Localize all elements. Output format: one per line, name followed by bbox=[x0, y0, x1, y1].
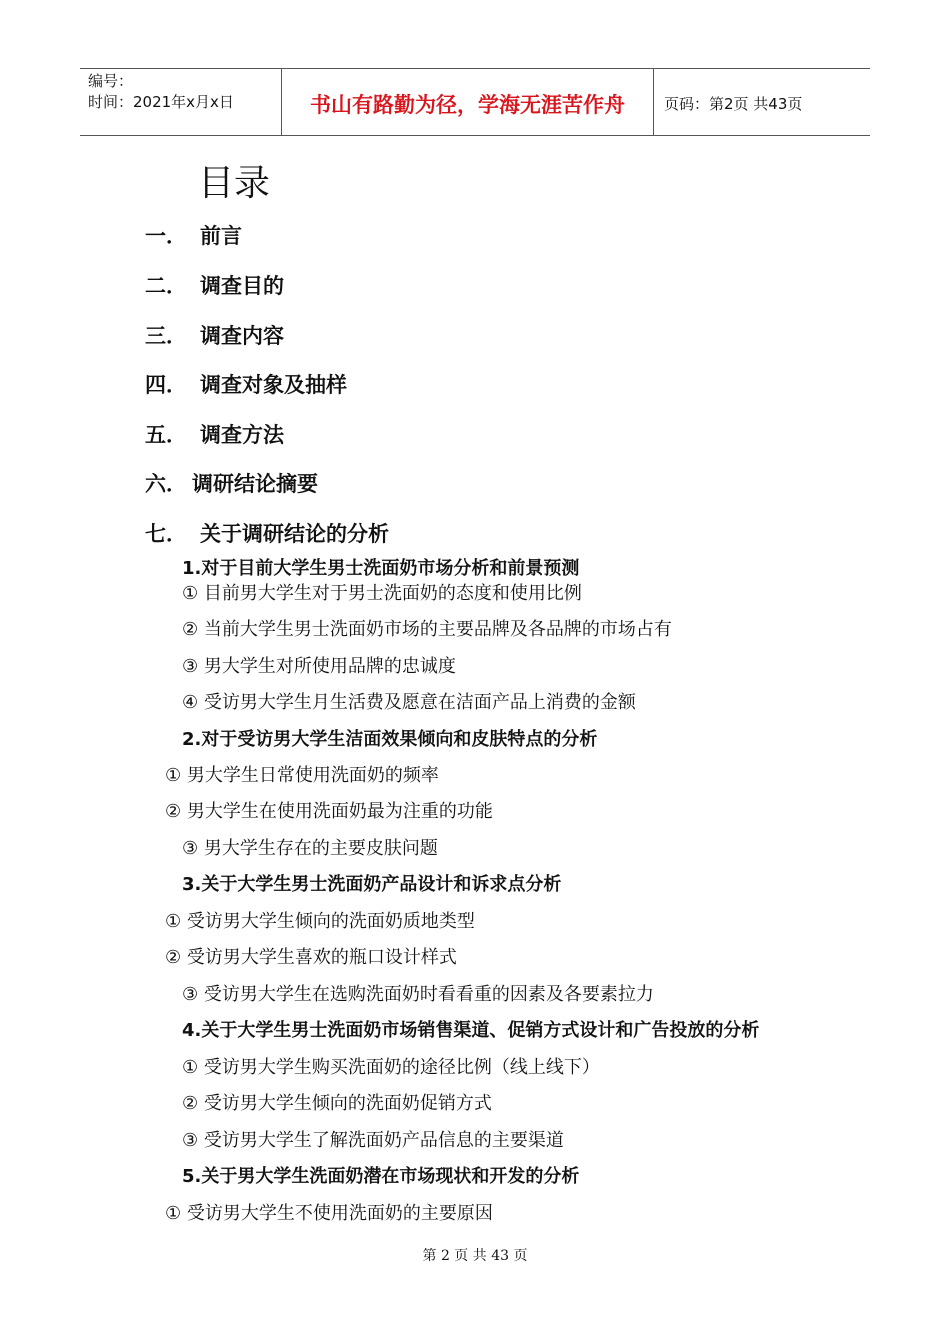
toc-section-number: 五． bbox=[145, 423, 187, 447]
toc-section-number: 二． bbox=[145, 274, 187, 298]
toc-subsection-title: 2.对于受访男大学生洁面效果倾向和皮肤特点的分析 bbox=[182, 729, 598, 750]
page-header bbox=[80, 68, 870, 136]
header-motto: 书山有路勤为径，学海无涯苦作舟 bbox=[282, 69, 654, 135]
toc-item: ① 男大学生日常使用洗面奶的频率 bbox=[165, 765, 439, 786]
toc-section-title: 调查方法 bbox=[200, 423, 284, 447]
toc-item: ② 男大学生在使用洗面奶最为注重的功能 bbox=[165, 801, 493, 822]
toc-section-number: 四． bbox=[145, 373, 187, 397]
toc-item: ③ 受访男大学生了解洗面奶产品信息的主要渠道 bbox=[182, 1130, 564, 1151]
toc-subsection-title: 1.对于目前大学生男士洗面奶市场分析和前景预测 bbox=[182, 558, 580, 579]
header-number-label: 编号： bbox=[88, 72, 134, 90]
page-footer: 第 2 页 共 43 页 bbox=[422, 1248, 528, 1264]
toc-section-number: 六． bbox=[145, 472, 187, 496]
toc-section-title: 调查目的 bbox=[200, 274, 284, 298]
toc-item: ① 受访男大学生倾向的洗面奶质地类型 bbox=[165, 911, 475, 932]
toc-section-number: 七． bbox=[145, 522, 187, 546]
toc-section-number: 三． bbox=[145, 324, 187, 348]
toc-section-number: 一． bbox=[145, 224, 187, 248]
toc-section-title: 关于调研结论的分析 bbox=[200, 522, 389, 546]
toc-section-title: 调查对象及抽样 bbox=[200, 373, 347, 397]
toc-item: ③ 受访男大学生在选购洗面奶时看看重的因素及各要素拉力 bbox=[182, 984, 654, 1005]
toc-item: ② 当前大学生男士洗面奶市场的主要品牌及各品牌的市场占有 bbox=[182, 619, 672, 640]
toc-item: ③ 男大学生对所使用品牌的忠诚度 bbox=[182, 656, 456, 677]
toc-item: ② 受访男大学生喜欢的瓶口设计样式 bbox=[165, 947, 457, 968]
toc-section-title: 前言 bbox=[200, 224, 242, 248]
header-time-label: 时间：2021年x月x日 bbox=[88, 93, 234, 111]
toc-item: ② 受访男大学生倾向的洗面奶促销方式 bbox=[182, 1093, 492, 1114]
header-meta-cell bbox=[80, 69, 282, 135]
toc-item: ① 受访男大学生购买洗面奶的途径比例（线上线下） bbox=[182, 1057, 600, 1078]
toc-item: ④ 受访男大学生月生活费及愿意在洁面产品上消费的金额 bbox=[182, 692, 636, 713]
toc-section-title: 调研结论摘要 bbox=[192, 472, 318, 496]
toc-subsection-title: 3.关于大学生男士洗面奶产品设计和诉求点分析 bbox=[182, 874, 562, 895]
toc-item: ③ 男大学生存在的主要皮肤问题 bbox=[182, 838, 438, 859]
toc-item: ① 目前男大学生对于男士洗面奶的态度和使用比例 bbox=[182, 583, 582, 604]
toc-section-title: 调查内容 bbox=[200, 324, 284, 348]
toc-title: 目录 bbox=[198, 163, 271, 204]
toc-subsection-title: 4.关于大学生男士洗面奶市场销售渠道、促销方式设计和广告投放的分析 bbox=[182, 1020, 760, 1041]
toc-item: ① 受访男大学生不使用洗面奶的主要原因 bbox=[165, 1203, 493, 1224]
toc-subsection-title: 5.关于男大学生洗面奶潜在市场现状和开发的分析 bbox=[182, 1166, 580, 1187]
header-page-code: 页码：第2页 共43页 bbox=[664, 94, 803, 113]
